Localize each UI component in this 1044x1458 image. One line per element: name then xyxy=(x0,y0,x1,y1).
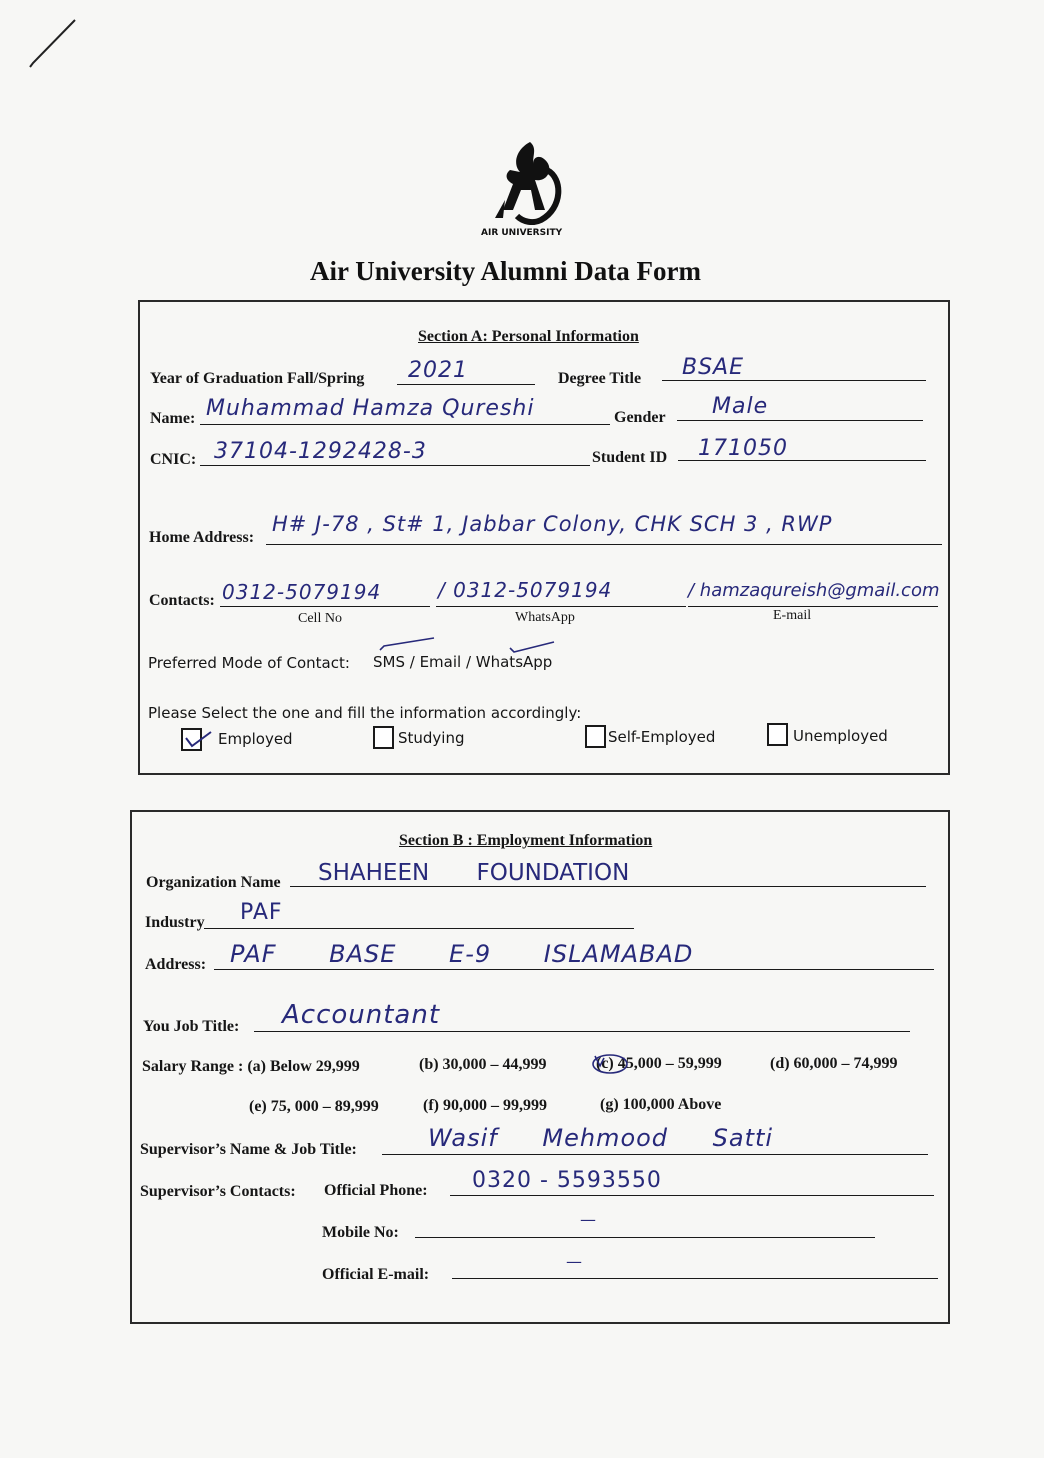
whatsapp-caption: WhatsApp xyxy=(515,610,575,625)
org-address-line xyxy=(214,969,934,970)
employed-label: Employed xyxy=(218,730,293,748)
supervisor-value[interactable]: Wasif Mehmood Satti xyxy=(428,1124,774,1152)
university-logo xyxy=(475,140,575,240)
degree-title-line xyxy=(662,380,926,381)
studying-checkbox[interactable] xyxy=(373,726,394,749)
checkmark-icon xyxy=(183,726,213,750)
cell-line xyxy=(220,606,430,607)
name-label: Name: xyxy=(150,410,196,427)
section-b-heading: Section B : Employment Information xyxy=(399,832,653,849)
whatsapp-value[interactable]: / 0312-5079194 xyxy=(438,578,613,602)
pen-stroke-mark xyxy=(25,15,80,70)
organization-line xyxy=(290,886,926,887)
graduation-year-label: Year of Graduation Fall/Spring xyxy=(150,370,365,387)
industry-value[interactable]: PAF xyxy=(240,900,283,925)
student-id-label: Student ID xyxy=(592,449,668,466)
mobile-label: Mobile No: xyxy=(322,1224,399,1241)
email-value[interactable]: / hamzaqureish@gmail.com xyxy=(688,580,940,601)
email-caption: E-mail xyxy=(773,608,812,623)
cell-value[interactable]: 0312-5079194 xyxy=(222,580,382,604)
official-phone-label: Official Phone: xyxy=(324,1182,428,1199)
cell-caption: Cell No xyxy=(298,611,342,626)
tick-mark-icon xyxy=(378,636,438,654)
student-id-value[interactable]: 171050 xyxy=(698,436,788,461)
unemployed-checkbox[interactable] xyxy=(767,723,788,746)
cnic-value[interactable]: 37104-1292428-3 xyxy=(214,439,427,464)
official-email-label: Official E-mail: xyxy=(322,1266,430,1283)
job-title-value[interactable]: Accountant xyxy=(282,1000,441,1030)
cnic-label: CNIC: xyxy=(150,451,197,468)
name-value[interactable]: Muhammad Hamza Qureshi xyxy=(206,396,535,421)
salary-option-c[interactable]: (c) 45,000 – 59,999 xyxy=(596,1055,722,1072)
self-employed-label: Self-Employed xyxy=(608,728,716,746)
salary-range-label: Salary Range : (a) Below 29,999 xyxy=(142,1058,360,1075)
salary-option-b[interactable]: (b) 30,000 – 44,999 xyxy=(419,1056,547,1073)
cnic-line xyxy=(200,465,590,466)
whatsapp-line xyxy=(436,606,686,607)
salary-option-d[interactable]: (d) 60,000 – 74,999 xyxy=(770,1055,898,1072)
preferred-mode-options[interactable]: SMS / Email / WhatsApp xyxy=(373,653,553,671)
name-line xyxy=(200,424,610,425)
supervisor-label: Supervisor’s Name & Job Title: xyxy=(140,1141,357,1158)
contacts-label: Contacts: xyxy=(149,592,215,609)
selection-circle-icon xyxy=(590,1052,632,1076)
salary-option-e[interactable]: (e) 75, 000 – 89,999 xyxy=(249,1098,379,1115)
org-address-value[interactable]: PAF BASE E-9 ISLAMABAD xyxy=(230,940,694,968)
degree-title-value[interactable]: BSAE xyxy=(682,355,745,380)
preferred-mode-label: Preferred Mode of Contact: xyxy=(148,654,350,672)
supervisor-line xyxy=(382,1154,928,1155)
graduation-year-value[interactable]: 2021 xyxy=(408,358,468,383)
tick-mark-icon xyxy=(508,638,558,654)
home-address-label: Home Address: xyxy=(149,529,255,546)
section-a-heading: Section A: Personal Information xyxy=(418,328,639,345)
industry-line xyxy=(204,928,634,929)
supervisor-contacts-label: Supervisor’s Contacts: xyxy=(140,1183,296,1200)
gender-label: Gender xyxy=(614,409,666,426)
unemployed-label: Unemployed xyxy=(793,727,888,745)
mobile-line xyxy=(415,1237,875,1238)
self-employed-checkbox[interactable] xyxy=(585,725,606,748)
official-email-line xyxy=(452,1278,938,1279)
salary-option-g[interactable]: (g) 100,000 Above xyxy=(600,1096,722,1113)
organization-label: Organization Name xyxy=(146,874,281,891)
industry-label: Industry xyxy=(145,914,205,931)
studying-label: Studying xyxy=(398,729,465,747)
official-email-value[interactable]: — xyxy=(566,1252,583,1271)
salary-option-f[interactable]: (f) 90,000 – 99,999 xyxy=(423,1097,547,1114)
home-address-line xyxy=(266,544,942,545)
degree-title-label: Degree Title xyxy=(558,370,642,387)
eagle-logo-icon xyxy=(475,140,575,225)
mobile-value[interactable]: — xyxy=(580,1210,597,1229)
gender-line xyxy=(677,420,923,421)
logo-wordmark: AIR UNIVERSITY xyxy=(481,228,563,238)
form-title: Air University Alumni Data Form xyxy=(310,256,701,286)
status-prompt: Please Select the one and fill the information accordingly: xyxy=(148,704,582,722)
job-title-label: You Job Title: xyxy=(143,1018,240,1035)
gender-value[interactable]: Male xyxy=(712,394,769,419)
official-phone-line xyxy=(450,1195,934,1196)
home-address-value[interactable]: H# J-78 , St# 1, Jabbar Colony, CHK SCH 3 , RWP xyxy=(272,512,833,536)
official-phone-value[interactable]: 0320 - 5593550 xyxy=(472,1168,662,1193)
job-title-line xyxy=(254,1031,910,1032)
email-line xyxy=(688,606,938,607)
org-address-label: Address: xyxy=(145,956,207,973)
organization-value[interactable]: SHAHEEN FOUNDATION xyxy=(318,860,630,886)
graduation-year-line xyxy=(397,384,535,385)
